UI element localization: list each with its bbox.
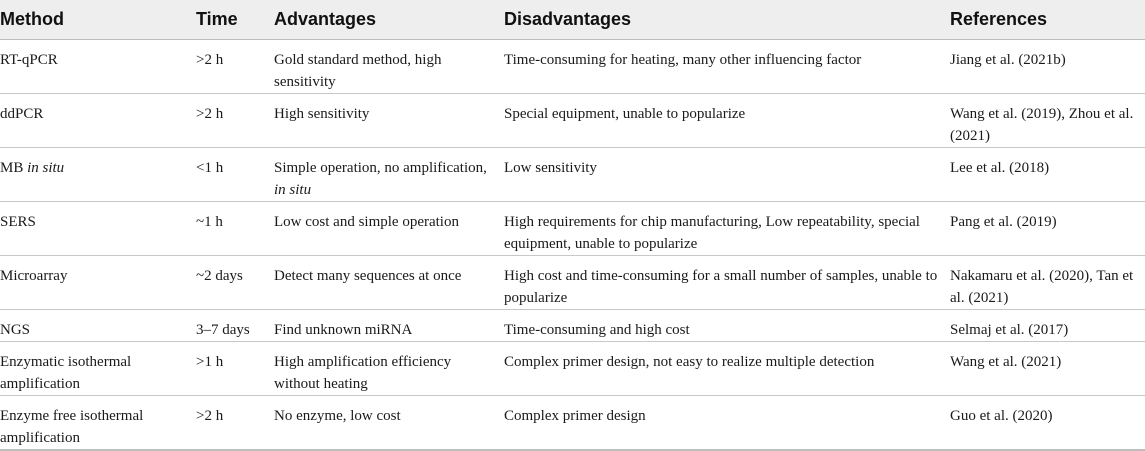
cell-advantages: No enzyme, low cost — [274, 407, 401, 424]
header-references: References — [950, 8, 1048, 29]
cell-references: Lee et al. (2018) — [950, 159, 1050, 176]
cell-time: <1 h — [196, 159, 224, 176]
table-row — [0, 341, 1145, 395]
cell-method: Enzyme free isothermal amplification — [0, 407, 144, 446]
header-disadvantages: Disadvantages — [504, 8, 632, 29]
table-row — [0, 309, 1145, 341]
cell-disadvantages: High cost and time-consuming for a small number of samples, unable to popularize — [504, 267, 938, 306]
table-header — [0, 0, 1145, 39]
header-time: Time — [196, 8, 238, 29]
table-row — [0, 93, 1145, 147]
cell-method: SERS — [0, 213, 36, 230]
header-row — [0, 0, 1145, 39]
table-row — [0, 395, 1145, 450]
cell-advantages: High amplification efficiency without heating — [274, 353, 452, 392]
cell-method: Microarray — [0, 267, 68, 284]
table-row — [0, 147, 1145, 201]
cell-time: ~1 h — [196, 213, 223, 230]
cell-disadvantages: High requirements for chip manufacturing, Low repeatability, special equipment, unable to popularize — [504, 213, 920, 252]
cell-time: >2 h — [196, 105, 224, 122]
advantages-italic-text: in situ — [274, 181, 312, 198]
cell-time: ~2 days — [196, 267, 243, 284]
cell-references: Wang et al. (2021) — [950, 353, 1062, 370]
cell-advantages: High sensitivity — [274, 105, 370, 122]
method-italic-text: in situ — [27, 159, 65, 176]
cell-method: Enzymatic isothermal amplification — [0, 353, 132, 392]
cell-time: >1 h — [196, 353, 224, 370]
cell-time: >2 h — [196, 407, 224, 424]
cell-disadvantages: Complex primer design, not easy to realize multiple detection — [504, 353, 875, 370]
cell-advantages: Detect many sequences at once — [274, 267, 462, 284]
cell-disadvantages: Low sensitivity — [504, 159, 597, 176]
table-body — [0, 39, 1145, 450]
cell-references: Guo et al. (2020) — [950, 407, 1053, 424]
method-text: MB — [0, 159, 28, 176]
cell-disadvantages: Special equipment, unable to popularize — [504, 105, 746, 122]
cell-method: NGS — [0, 321, 31, 338]
cell-references: Pang et al. (2019) — [950, 213, 1057, 230]
cell-method — [0, 147, 196, 201]
cell-references: Wang et al. (2019), Zhou et al. (2021) — [950, 105, 1134, 144]
table-row — [0, 39, 1145, 93]
cell-advantages — [274, 147, 504, 201]
cell-references: Selmaj et al. (2017) — [950, 321, 1069, 338]
cell-advantages: Low cost and simple operation — [274, 213, 459, 230]
table-row — [0, 255, 1145, 309]
cell-references: Jiang et al. (2021b) — [950, 51, 1066, 68]
header-method: Method — [0, 8, 64, 29]
cell-disadvantages: Complex primer design — [504, 407, 646, 424]
cell-advantages: Gold standard method, high sensitivity — [274, 51, 442, 90]
table-row — [0, 201, 1145, 255]
cell-advantages: Find unknown miRNA — [274, 321, 413, 338]
cell-time: 3–7 days — [196, 321, 250, 338]
header-advantages: Advantages — [274, 8, 377, 29]
cell-method: RT-qPCR — [0, 51, 58, 68]
cell-method: ddPCR — [0, 105, 44, 122]
advantages-text: Simple operation, no amplification, — [274, 159, 487, 176]
cell-time: >2 h — [196, 51, 224, 68]
cell-references: Nakamaru et al. (2020), Tan et al. (2021) — [950, 267, 1134, 306]
cell-disadvantages: Time-consuming for heating, many other influencing factor — [504, 51, 862, 68]
cell-disadvantages: Time-consuming and high cost — [504, 321, 690, 338]
